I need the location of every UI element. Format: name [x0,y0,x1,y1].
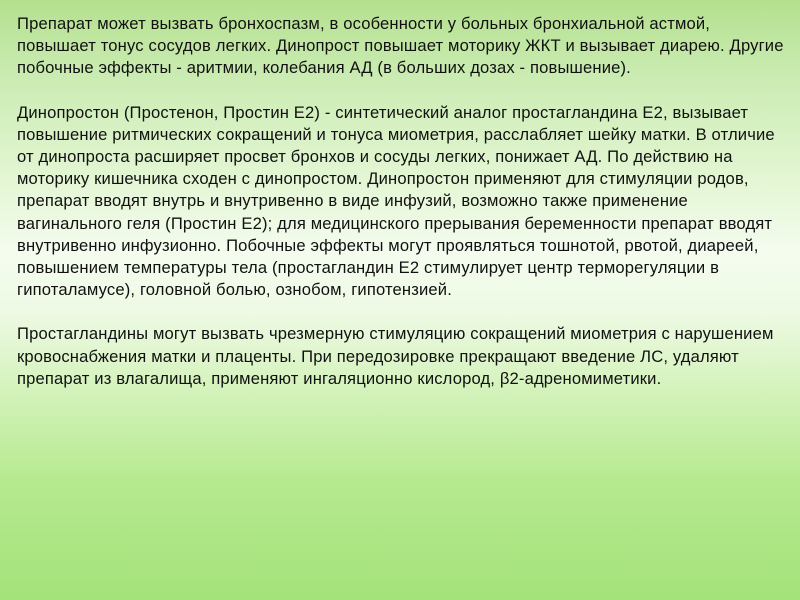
paragraph-dinoprostone: Динопростон (Простенон, Простин Е2) - синтетический аналог простагландина Е2, вызывает повышение ритмических сокращений и тонуса миометрия, расслабляет шейку матки. В отличие от динопроста расширяет просвет бронхов и сосуды легких, понижает АД. По действию на моторику кишечника сходен с динопростом. Динопростон применяют для стимуляции родов, препарат вводят внутрь и внутривенно в виде инфузий, возможно также применение вагинального геля (Простин Е2); для медицинского прерывания беременности препарат вводят внутривенно инфузионно. Побочные эффекты могут проявляться тошнотой, рвотой, диареей, повышением температуры тела (простагландин Е2 стимулирует центр терморегуляции в гипоталамусе), головной болью, ознобом, гипотензией. [17,102,775,300]
paragraph-overdose: Простагландины могут вызвать чрезмерную стимуляцию сокращений миометрия с нарушением кровоснабжения матки и плаценты. При передозировке прекращают введение ЛС, удаляют препарат из влагалища, применяют ингаляционно кислород, β2-адреномиметики. [17,324,774,388]
slide-text-body [17,13,793,412]
paragraph-side-effects: Препарат может вызвать бронхоспазм, в особенности у больных бронхиальной астмой, повышает тонус сосудов легких. Динопрост повышает моторику ЖКТ и вызывает диарею. Другие побочные эффекты - аритмии, колебания АД (в больших дозах - повышение). [17,14,784,78]
